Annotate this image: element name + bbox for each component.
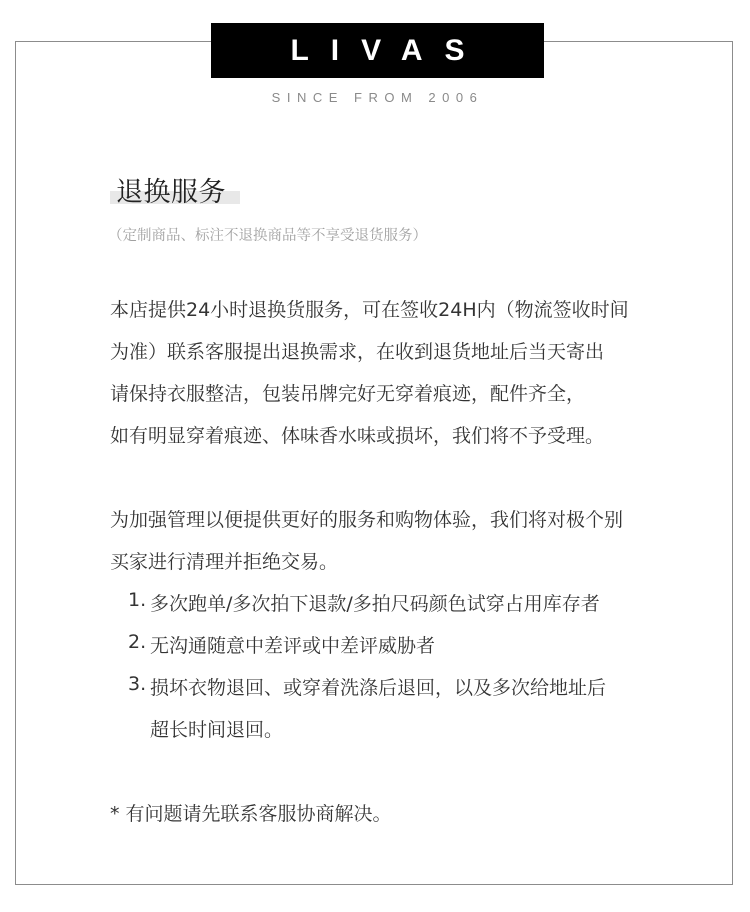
content-frame: [15, 41, 733, 885]
list-item-text: 损坏衣物退回、或穿着洗涤后退回，以及多次给地址后: [150, 677, 607, 699]
section-title: 退换服务: [116, 177, 226, 208]
list-item-number: 3.: [128, 673, 147, 695]
list-item-text: 多次跑单/多次拍下退款/多拍尺码颜色试穿占用库存者: [150, 593, 600, 615]
list-item-continuation: 超长时间退回。: [150, 719, 284, 741]
list-item-text: 无沟通随意中差评或中差评威胁者: [150, 635, 436, 657]
list-item-number: 2.: [128, 631, 147, 653]
paragraph2-line-1: 为加强管理以便提供更好的服务和购物体验，我们将对极个别: [110, 509, 624, 531]
footnote: * 有问题请先联系客服协商解决。: [110, 803, 392, 825]
brand-tagline: SINCE FROM 2006: [271, 90, 484, 105]
paragraph1-line-1: 本店提供24小时退换货服务，可在签收24H内（物流签收时间: [110, 299, 629, 321]
paragraph1-line-4: 如有明显穿着痕迹、体味香水味或损坏，我们将不予受理。: [110, 425, 605, 447]
list-item-number: 1.: [128, 589, 147, 611]
paragraph1-line-2: 为准）联系客服提出退换需求，在收到退货地址后当天寄出: [110, 341, 605, 363]
brand-logo: LIVAS: [290, 33, 487, 67]
paragraph1-line-3: 请保持衣服整洁，包装吊牌完好无穿着痕迹，配件齐全，: [110, 383, 586, 405]
brand-logo-box: [211, 23, 544, 78]
section-subtitle: （定制商品、标注不退换商品等不享受退货服务）: [108, 228, 427, 244]
section-title-wrap: [110, 170, 240, 206]
paragraph2-line-2: 买家进行清理并拒绝交易。: [110, 551, 339, 573]
